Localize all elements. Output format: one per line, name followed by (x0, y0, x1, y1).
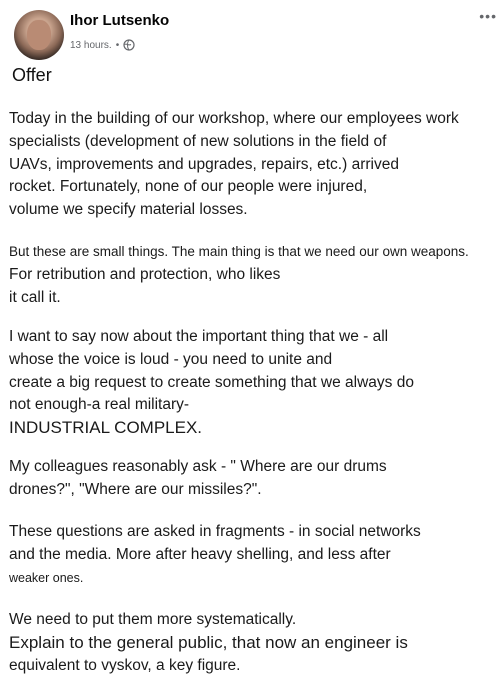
post-title: Offer (12, 65, 52, 85)
text-line: weaker ones. (9, 570, 84, 585)
more-options-button[interactable]: ••• (479, 8, 497, 24)
text-line: it call it. (9, 288, 61, 306)
text-line: INDUSTRIAL COMPLEX. (9, 418, 203, 438)
meta-separator: • (115, 39, 120, 51)
paragraph-1 (9, 108, 459, 222)
text-line: not enough-a real military- (9, 396, 190, 414)
text-line: My colleagues reasonably ask - " Where are our drums (9, 458, 387, 475)
paragraph-3 (9, 326, 414, 440)
text-line: equivalent to vyskov, a key figure. (9, 656, 241, 674)
post-meta (70, 39, 135, 51)
text-line: Explain to the general public, that now an engineer is (9, 632, 408, 652)
text-line: I want to say now about the important thing that we - all (9, 328, 389, 345)
text-line: rocket. Fortunately, none of our people were injured, (9, 178, 368, 196)
avatar[interactable] (14, 10, 64, 60)
text-line: But these are small things. The main thing is that we need our own weapons. (9, 244, 469, 259)
author-name[interactable]: Ihor Lutsenko (70, 12, 170, 29)
text-line: We need to put them more systematically. (9, 611, 297, 628)
text-line: drones?", "Where are our missiles?". (9, 480, 262, 498)
text-line: Today in the building of our workshop, where our employees work (9, 110, 459, 127)
post-time[interactable]: 13 hours. (70, 39, 112, 51)
globe-icon (123, 39, 135, 51)
paragraph-6 (9, 609, 408, 677)
text-line: volume we specify material losses. (9, 201, 248, 219)
paragraph-5 (9, 521, 421, 589)
text-line: For retribution and protection, who likes (9, 265, 281, 283)
text-line: These questions are asked in fragments - in social networks (9, 523, 421, 540)
text-line: UAVs, improvements and upgrades, repairs, etc.) arrived (9, 155, 399, 173)
paragraph-2 (9, 241, 469, 309)
text-line: specialists (development of new solutions in the field of (9, 132, 387, 150)
text-line: create a big request to create something that we always do (9, 373, 414, 391)
paragraph-4 (9, 456, 387, 502)
text-line: whose the voice is loud - you need to unite and (9, 350, 333, 368)
text-line: and the media. More after heavy shelling, and less after (9, 545, 391, 563)
